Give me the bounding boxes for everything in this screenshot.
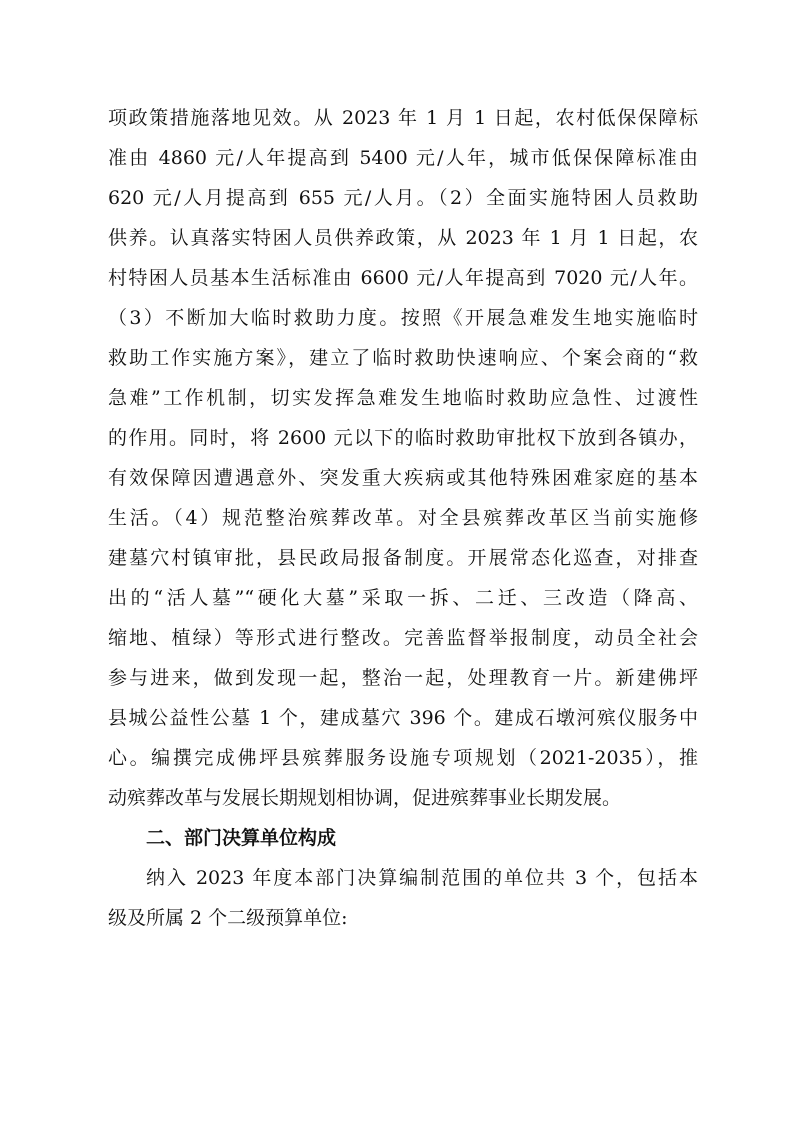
paragraph-line: 村特困人员基本生活标准由 6600 元/人年提高到 7020 元/人年。 (108, 267, 698, 289)
paragraph-line: 的作用。同时，将 2600 元以下的临时救助审批权下放到各镇办， (108, 427, 698, 449)
paragraph-line: 准由 4860 元/人年提高到 5400 元/人年，城市低保保障标准由 (108, 147, 698, 169)
paragraph-line: 心。编撰完成佛坪县殡葬服务设施专项规划（2021-2035），推 (108, 747, 698, 769)
paragraph-line: 项政策措施落地见效。从 2023 年 1 月 1 日起，农村低保保障标 (108, 107, 698, 129)
paragraph-line: 救助工作实施方案》，建立了临时救助快速响应、个案会商的“救 (108, 347, 698, 369)
paragraph-line: 县城公益性公墓 1 个，建成墓穴 396 个。建成石墩河殡仪服务中 (108, 707, 698, 729)
paragraph-line: 620 元/人月提高到 655 元/人月。（2）全面实施特困人员救助 (108, 187, 698, 209)
paragraph-line: 生活。（4）规范整治殡葬改革。对全县殡葬改革区当前实施修 (108, 507, 698, 529)
paragraph-line: 缩地、植绿）等形式进行整改。完善监督举报制度，动员全社会 (108, 627, 698, 649)
paragraph-line: 级及所属 2 个二级预算单位: (108, 907, 348, 929)
paragraph-line: 建墓穴村镇审批，县民政局报备制度。开展常态化巡查，对排查 (108, 547, 698, 569)
paragraph-line: （3）不断加大临时救助力度。按照《开展急难发生地实施临时 (108, 307, 698, 329)
section-heading: 二、部门决算单位构成 (146, 827, 337, 849)
paragraph-line: 参与进来，做到发现一起，整治一起，处理教育一片。新建佛坪 (108, 667, 698, 689)
paragraph-line: 供养。认真落实特困人员供养政策，从 2023 年 1 月 1 日起，农 (108, 227, 698, 249)
paragraph-line: 急难”工作机制，切实发挥急难发生地临时救助应急性、过渡性 (108, 387, 698, 409)
paragraph-line: 出的“活人墓”“硬化大墓”采取一拆、二迁、三改造（降高、 (108, 587, 698, 609)
paragraph-line: 有效保障因遭遇意外、突发重大疾病或其他特殊困难家庭的基本 (108, 467, 698, 489)
paragraph-line: 纳入 2023 年度本部门决算编制范围的单位共 3 个，包括本 (146, 867, 698, 889)
paragraph-line: 动殡葬改革与发展长期规划相协调，促进殡葬事业长期发展。 (108, 787, 622, 809)
